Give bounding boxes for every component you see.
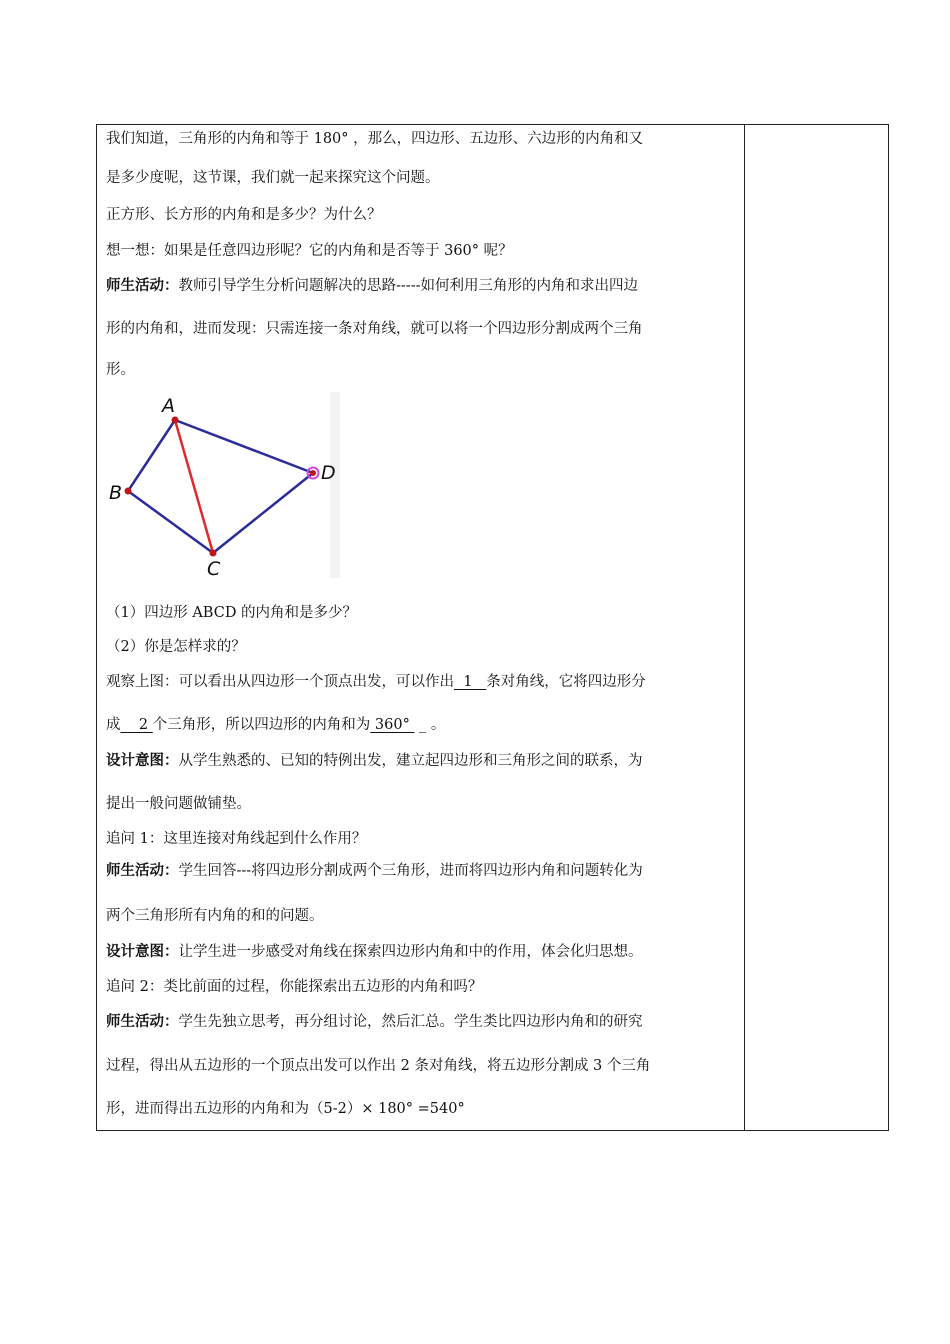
quadrilateral-abcd-figure — [108, 392, 340, 578]
answer-blank-1: 1 — [454, 674, 487, 690]
answer-blank-3: 360° — [370, 717, 415, 733]
observation-line-2 — [106, 715, 445, 735]
vertex-c-dot — [210, 550, 217, 557]
think-question: 想一想：如果是任意四边形呢？它的内角和是否等于 360° 呢？ — [106, 243, 513, 259]
follow-up-1: 追问 1：这里连接对角线起到什么作用？ — [106, 831, 367, 847]
activity-text: 学生先独立思考，再分组讨论，然后汇总。学生类比四边形内角和的研究 — [178, 1014, 643, 1030]
activity-1-line-2: 形的内角和，进而发现：只需连接一条对角线，就可以将一个四边形分割成两个三角 — [106, 321, 643, 337]
observation-text: _ 。 — [414, 717, 446, 733]
vertex-label-d: D — [321, 462, 336, 484]
vertex-b-dot — [125, 488, 132, 495]
activity-text: 教师引导学生分析问题解决的思路-----如何利用三角形的内角和求出四边 — [178, 278, 638, 294]
vertex-label-a: A — [162, 395, 175, 417]
activity-3-line-1 — [106, 1012, 643, 1032]
answer-blank-2: 2 — [120, 717, 153, 733]
observation-text: 成 — [106, 717, 121, 733]
observation-text: 观察上图：可以看出从四边形一个顶点出发，可以作出 — [106, 674, 454, 690]
design-intent-1-line-2: 提出一般问题做铺垫。 — [106, 796, 251, 812]
vertex-d-dot — [310, 470, 316, 476]
activity-label: 师生活动： — [106, 1014, 179, 1030]
activity-label: 师生活动： — [106, 863, 179, 879]
question-2: （2）你是怎样求的？ — [106, 639, 246, 655]
intro-line-2: 是多少度呢，这节课，我们就一起来探究这个问题。 — [106, 170, 440, 186]
observation-line-1 — [106, 672, 646, 692]
design-text: 从学生熟悉的、已知的特例出发，建立起四边形和三角形之间的联系，为 — [178, 753, 643, 769]
observation-text: 个三角形，所以四边形的内角和为 — [152, 717, 371, 733]
vertex-label-c: C — [207, 558, 221, 578]
design-label: 设计意图： — [106, 753, 179, 769]
design-intent-2 — [106, 942, 643, 962]
activity-2-line-2: 两个三角形所有内角的和的问题。 — [106, 908, 324, 924]
diagonal-ac — [175, 420, 213, 553]
activity-1-line-1 — [106, 276, 638, 296]
design-text: 让学生进一步感受对角线在探索四边形内角和中的作用，体会化归思想。 — [178, 944, 643, 960]
figure-edge-shading — [330, 392, 340, 578]
vertex-label-b: B — [109, 482, 123, 504]
activity-3-line-3: 形，进而得出五边形的内角和为（5-2）× 180° =540° — [106, 1101, 465, 1117]
activity-3-line-2: 过程，得出从五边形的一个顶点出发可以作出 2 条对角线，将五边形分割成 3 个三角 — [106, 1058, 651, 1074]
activity-1-line-3: 形。 — [106, 362, 135, 378]
follow-up-2: 追问 2：类比前面的过程，你能探索出五边形的内角和吗？ — [106, 979, 483, 995]
activity-text: 学生回答---将四边形分割成两个三角形，进而将四边形内角和问题转化为 — [178, 863, 643, 879]
quadrilateral-edges — [128, 420, 313, 553]
activity-2-line-1 — [106, 861, 643, 881]
observation-text: 条对角线，它将四边形分 — [486, 674, 646, 690]
design-intent-1-line-1 — [106, 751, 643, 771]
intro-line-1: 我们知道，三角形的内角和等于 180° ，那么，四边形、五边形、六边形的内角和又 — [106, 131, 644, 147]
table-column-divider — [744, 124, 745, 1131]
vertex-a-dot — [172, 417, 179, 424]
square-question: 正方形、长方形的内角和是多少？为什么？ — [106, 207, 382, 223]
design-label: 设计意图： — [106, 944, 179, 960]
activity-label: 师生活动： — [106, 278, 179, 294]
question-1: （1）四边形 ABCD 的内角和是多少？ — [106, 605, 358, 621]
